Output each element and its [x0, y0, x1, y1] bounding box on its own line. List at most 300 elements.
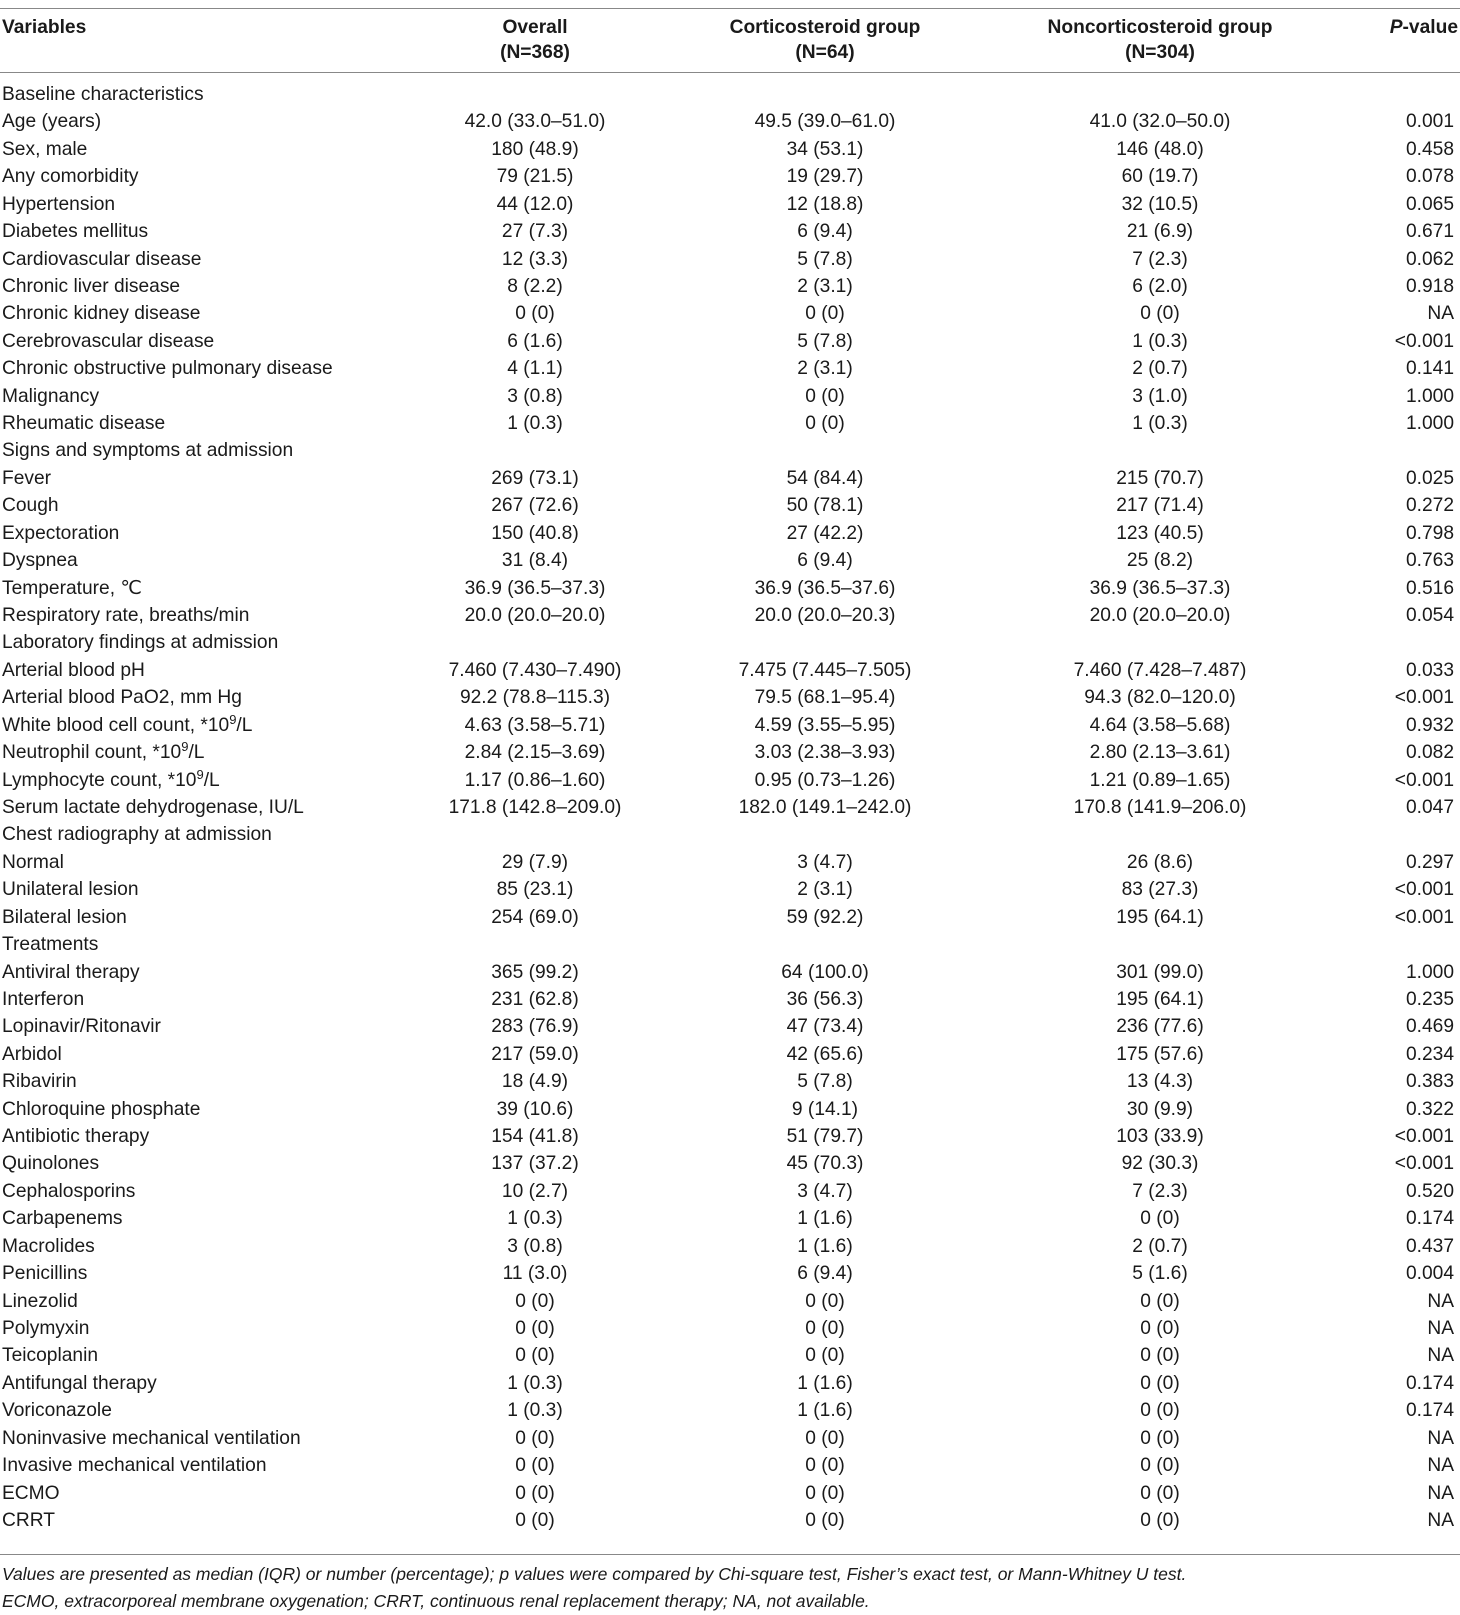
p-value-cell: 0.932 [1405, 714, 1454, 736]
p-value-cell: 0.520 [1405, 1180, 1454, 1202]
variable-label: Lymphocyte count, $*10^9/L$ [2, 766, 220, 791]
table-row [0, 1096, 1460, 1123]
corticosteroid-cell: 1 (1.6) [797, 1372, 853, 1394]
table-row [0, 712, 1460, 739]
p-value-cell: 0.174 [1405, 1400, 1454, 1422]
table-row [0, 218, 1460, 245]
corticosteroid-cell: 5 (7.8) [797, 248, 853, 270]
table-row [0, 1233, 1460, 1260]
table-row [0, 273, 1460, 300]
table-row [0, 246, 1460, 273]
variable-label: CRRT [2, 1509, 55, 1531]
p-value-cell: 1.000 [1405, 961, 1454, 983]
p-value-cell: 0.469 [1405, 1016, 1454, 1038]
overall-cell: 27 (7.3) [501, 221, 569, 243]
noncorticosteroid-cell: 26 (8.6) [1126, 851, 1194, 873]
corticosteroid-cell: 45 (70.3) [786, 1153, 864, 1175]
p-value-cell: NA [1427, 1455, 1454, 1477]
corticosteroid-cell: 19 (29.7) [786, 166, 864, 188]
p-value-cell: 0.047 [1405, 796, 1454, 818]
header-noncorticosteroid-group: Noncorticosteroid group (N=304) [995, 9, 1325, 73]
table-row [0, 410, 1460, 437]
variable-label: Normal [2, 851, 64, 873]
p-value-cell [1325, 931, 1460, 958]
table-row [0, 520, 1460, 547]
overall-cell: 3 (0.8) [507, 1235, 563, 1257]
corticosteroid-cell [655, 931, 995, 958]
table-row [0, 328, 1460, 355]
corticosteroid-cell [655, 821, 995, 848]
overall-cell: 18 (4.9) [501, 1071, 569, 1093]
overall-cell: 4.63 (3.58–5.71) [464, 714, 606, 736]
p-value-cell: 0.437 [1405, 1235, 1454, 1257]
p-value-cell: 0.025 [1405, 467, 1454, 489]
table-body [0, 73, 1460, 1535]
overall-cell: 231 (62.8) [491, 988, 579, 1010]
overall-cell: 267 (72.6) [491, 495, 579, 517]
overall-cell: 1 (0.3) [507, 1208, 563, 1230]
table-row [0, 767, 1460, 794]
noncorticosteroid-cell: 30 (9.9) [1126, 1098, 1194, 1120]
corticosteroid-cell: 5 (7.8) [797, 1071, 853, 1093]
overall-cell: 171.8 (142.8–209.0) [448, 796, 622, 818]
corticosteroid-cell: 2 (3.1) [797, 275, 853, 297]
table-footnotes [0, 1554, 1460, 1615]
noncorticosteroid-cell: 0 (0) [1140, 1455, 1180, 1477]
section-row [0, 931, 1460, 958]
noncorticosteroid-cell: 236 (77.6) [1116, 1016, 1204, 1038]
footnote-abbreviations: ECMO, extracorporeal membrane oxygenation; CRRT, continuous renal replacement therapy; NA, not available. [2, 1591, 870, 1611]
corticosteroid-cell: 2 (3.1) [797, 358, 853, 380]
table-row [0, 1205, 1460, 1232]
variable-label: Noninvasive mechanical ventilation [2, 1427, 301, 1449]
corticosteroid-cell: 42 (65.6) [786, 1043, 864, 1065]
corticosteroid-cell: 4.59 (3.55–5.95) [754, 714, 896, 736]
variable-label: Quinolones [2, 1153, 100, 1175]
corticosteroid-cell: 6 (9.4) [797, 550, 853, 572]
p-value-cell: 1.000 [1405, 413, 1454, 435]
table-row [0, 163, 1460, 190]
variable-label: Macrolides [2, 1235, 95, 1257]
corticosteroid-cell: 34 (53.1) [786, 138, 864, 160]
p-value-cell: 0.004 [1405, 1263, 1454, 1285]
overall-cell: 79 (21.5) [496, 166, 574, 188]
table-row [0, 1452, 1460, 1479]
table-row [0, 575, 1460, 602]
corticosteroid-cell: 59 (92.2) [786, 906, 864, 928]
p-value-cell: 0.174 [1405, 1208, 1454, 1230]
corticosteroid-cell: 5 (7.8) [797, 330, 853, 352]
noncorticosteroid-cell [995, 73, 1325, 109]
p-value-cell: <0.001 [1394, 1153, 1454, 1175]
table-row [0, 1480, 1460, 1507]
table-row [0, 1288, 1460, 1315]
corticosteroid-cell: 20.0 (20.0–20.3) [754, 605, 896, 627]
p-value-cell: 0.671 [1405, 221, 1454, 243]
overall-cell: 0 (0) [515, 1482, 555, 1504]
noncorticosteroid-cell: 4.64 (3.58–5.68) [1089, 714, 1231, 736]
corticosteroid-cell: 0 (0) [805, 1509, 845, 1531]
overall-cell: 365 (99.2) [491, 961, 579, 983]
noncorticosteroid-cell: 2 (0.7) [1132, 358, 1188, 380]
overall-cell: 0 (0) [515, 1290, 555, 1312]
overall-cell: 137 (37.2) [491, 1153, 579, 1175]
overall-cell: 0 (0) [515, 303, 555, 325]
variable-label: Lopinavir/Ritonavir [2, 1016, 161, 1038]
noncorticosteroid-cell: 2 (0.7) [1132, 1235, 1188, 1257]
overall-cell: 0 (0) [515, 1455, 555, 1477]
overall-cell: 31 (8.4) [501, 550, 569, 572]
p-value-cell: NA [1427, 1427, 1454, 1449]
overall-cell: 0 (0) [515, 1317, 555, 1339]
variable-label: Bilateral lesion [2, 906, 127, 928]
variable-label: ECMO [2, 1482, 60, 1504]
table-row [0, 794, 1460, 821]
overall-cell: 283 (76.9) [491, 1016, 579, 1038]
noncorticosteroid-cell: 0 (0) [1140, 1400, 1180, 1422]
section-row [0, 629, 1460, 656]
corticosteroid-cell: 7.475 (7.445–7.505) [738, 659, 912, 681]
p-value-cell: 0.174 [1405, 1372, 1454, 1394]
p-value-cell: 0.322 [1405, 1098, 1454, 1120]
noncorticosteroid-cell: 123 (40.5) [1116, 522, 1204, 544]
p-value-cell [1325, 821, 1460, 848]
p-value-cell: 1.000 [1405, 385, 1454, 407]
variable-label: Sex, male [2, 138, 88, 160]
noncorticosteroid-cell: 94.3 (82.0–120.0) [1084, 687, 1236, 709]
overall-cell: 0 (0) [515, 1427, 555, 1449]
variable-label: Interferon [2, 988, 85, 1010]
variable-label: Hypertension [2, 193, 116, 215]
p-value-cell: 0.297 [1405, 851, 1454, 873]
overall-cell: 7.460 (7.430–7.490) [448, 659, 622, 681]
section-label: Baseline characteristics [2, 84, 204, 105]
p-value-cell: <0.001 [1394, 330, 1454, 352]
header-variables: Variables [0, 9, 415, 73]
corticosteroid-cell: 9 (14.1) [791, 1098, 859, 1120]
table-row [0, 355, 1460, 382]
overall-cell: 42.0 (33.0–51.0) [464, 111, 606, 133]
corticosteroid-cell: 0 (0) [805, 1290, 845, 1312]
baseline-characteristics-table [0, 8, 1460, 1534]
noncorticosteroid-cell: 2.80 (2.13–3.61) [1089, 742, 1231, 764]
corticosteroid-cell: 47 (73.4) [786, 1016, 864, 1038]
noncorticosteroid-cell: 20.0 (20.0–20.0) [1089, 605, 1231, 627]
noncorticosteroid-cell: 5 (1.6) [1132, 1263, 1188, 1285]
p-value-cell: <0.001 [1394, 769, 1454, 791]
overall-cell: 1 (0.3) [507, 1400, 563, 1422]
section-label: Chest radiography at admission [2, 824, 272, 846]
p-value-cell: 0.054 [1405, 605, 1454, 627]
variable-label: Voriconazole [2, 1400, 112, 1422]
noncorticosteroid-cell: 60 (19.7) [1121, 166, 1199, 188]
variable-label: Arterial blood pH [2, 659, 145, 681]
overall-cell [415, 821, 655, 848]
noncorticosteroid-cell [995, 629, 1325, 656]
table-row [0, 1013, 1460, 1040]
table-row [0, 547, 1460, 574]
table-row [0, 383, 1460, 410]
table-row [0, 986, 1460, 1013]
table-row [0, 492, 1460, 519]
noncorticosteroid-cell: 83 (27.3) [1121, 879, 1199, 901]
corticosteroid-cell: 0 (0) [805, 385, 845, 407]
table-row [0, 739, 1460, 766]
header-row [0, 9, 1460, 73]
table-row [0, 1315, 1460, 1342]
corticosteroid-cell: 49.5 (39.0–61.0) [754, 111, 896, 133]
noncorticosteroid-cell: 6 (2.0) [1132, 275, 1188, 297]
overall-cell: 36.9 (36.5–37.3) [464, 577, 606, 599]
noncorticosteroid-cell: 92 (30.3) [1121, 1153, 1199, 1175]
corticosteroid-cell: 0 (0) [805, 1317, 845, 1339]
variable-label: Fever [2, 467, 52, 489]
corticosteroid-cell: 51 (79.7) [786, 1126, 864, 1148]
overall-cell: 10 (2.7) [501, 1180, 569, 1202]
variable-label: Neutrophil count, $*10^9/L$ [2, 739, 205, 764]
overall-cell: 39 (10.6) [496, 1098, 574, 1120]
p-value-cell: 0.458 [1405, 138, 1454, 160]
table-row [0, 602, 1460, 629]
overall-cell: 150 (40.8) [491, 522, 579, 544]
noncorticosteroid-cell: 7.460 (7.428–7.487) [1073, 659, 1247, 681]
corticosteroid-cell: 50 (78.1) [786, 495, 864, 517]
noncorticosteroid-cell [995, 821, 1325, 848]
table-row [0, 1150, 1460, 1177]
variable-label: Chronic obstructive pulmonary disease [2, 358, 333, 380]
overall-cell: 254 (69.0) [491, 906, 579, 928]
noncorticosteroid-cell: 0 (0) [1140, 1372, 1180, 1394]
table-row [0, 684, 1460, 711]
corticosteroid-cell: 36.9 (36.5–37.6) [754, 577, 896, 599]
variable-label: Teicoplanin [2, 1345, 99, 1367]
corticosteroid-cell: 1 (1.6) [797, 1208, 853, 1230]
table-row [0, 1507, 1460, 1534]
noncorticosteroid-cell: 0 (0) [1140, 1482, 1180, 1504]
noncorticosteroid-cell [995, 437, 1325, 464]
noncorticosteroid-cell: 0 (0) [1140, 1509, 1180, 1531]
variable-label: Chronic kidney disease [2, 303, 201, 325]
table-row [0, 136, 1460, 163]
noncorticosteroid-cell: 195 (64.1) [1116, 906, 1204, 928]
variable-label: White blood cell count, $*10^9/L$ [2, 711, 253, 736]
table-row [0, 1370, 1460, 1397]
overall-cell [415, 437, 655, 464]
p-value-cell: NA [1427, 1317, 1454, 1339]
noncorticosteroid-cell [995, 931, 1325, 958]
noncorticosteroid-cell: 103 (33.9) [1116, 1126, 1204, 1148]
p-value-cell: 0.062 [1405, 248, 1454, 270]
overall-cell: 180 (48.9) [491, 138, 579, 160]
p-value-cell [1325, 73, 1460, 109]
variable-label: Cardiovascular disease [2, 248, 202, 270]
corticosteroid-cell: 6 (9.4) [797, 221, 853, 243]
overall-cell: 12 (3.3) [501, 248, 569, 270]
corticosteroid-cell: 1 (1.6) [797, 1400, 853, 1422]
corticosteroid-cell [655, 437, 995, 464]
variable-label: Chronic liver disease [2, 275, 181, 297]
corticosteroid-cell: 0 (0) [805, 1482, 845, 1504]
variable-label: Antiviral therapy [2, 961, 140, 983]
p-value-cell: 0.798 [1405, 522, 1454, 544]
noncorticosteroid-cell: 3 (1.0) [1132, 385, 1188, 407]
p-value-cell: 0.918 [1405, 275, 1454, 297]
corticosteroid-cell: 3 (4.7) [797, 851, 853, 873]
overall-cell [415, 73, 655, 109]
noncorticosteroid-cell: 217 (71.4) [1116, 495, 1204, 517]
p-value-cell: <0.001 [1394, 1126, 1454, 1148]
variable-label: Age (years) [2, 111, 102, 133]
corticosteroid-cell: 54 (84.4) [786, 467, 864, 489]
table-row [0, 1397, 1460, 1424]
table-row [0, 1342, 1460, 1369]
p-value-cell: 0.383 [1405, 1071, 1454, 1093]
corticosteroid-cell: 3.03 (2.38–3.93) [754, 742, 896, 764]
table-row [0, 657, 1460, 684]
section-label: Treatments [2, 934, 99, 956]
header-corticosteroid-group: Corticosteroid group (N=64) [655, 9, 995, 73]
table-header [0, 9, 1460, 73]
p-value-cell: 0.763 [1405, 550, 1454, 572]
variable-label: Cephalosporins [2, 1180, 136, 1202]
table-row [0, 465, 1460, 492]
corticosteroid-cell [655, 73, 995, 109]
p-value-cell: <0.001 [1394, 879, 1454, 901]
corticosteroid-cell: 3 (4.7) [797, 1180, 853, 1202]
variable-label: Unilateral lesion [2, 879, 139, 901]
table-row [0, 1041, 1460, 1068]
variable-label: Penicillins [2, 1263, 88, 1285]
variable-label: Rheumatic disease [2, 413, 166, 435]
table-row [0, 1260, 1460, 1287]
variable-label: Antibiotic therapy [2, 1126, 150, 1148]
p-value-cell: 0.141 [1405, 358, 1454, 380]
p-value-cell [1325, 629, 1460, 656]
variable-label: Malignancy [2, 385, 100, 407]
section-label: Signs and symptoms at admission [2, 440, 294, 462]
noncorticosteroid-cell: 25 (8.2) [1126, 550, 1194, 572]
overall-cell: 154 (41.8) [491, 1126, 579, 1148]
variable-label: Arbidol [2, 1043, 62, 1065]
noncorticosteroid-cell: 0 (0) [1140, 1317, 1180, 1339]
table-row [0, 1068, 1460, 1095]
p-value-cell: NA [1427, 1509, 1454, 1531]
overall-cell: 20.0 (20.0–20.0) [464, 605, 606, 627]
corticosteroid-cell: 0 (0) [805, 1427, 845, 1449]
corticosteroid-cell: 0 (0) [805, 1455, 845, 1477]
overall-cell: 4 (1.1) [507, 358, 563, 380]
overall-cell: 11 (3.0) [502, 1263, 568, 1285]
overall-cell: 1.17 (0.86–1.60) [464, 769, 606, 791]
p-value-cell: NA [1427, 1345, 1454, 1367]
overall-cell: 269 (73.1) [491, 467, 579, 489]
noncorticosteroid-cell: 41.0 (32.0–50.0) [1089, 111, 1231, 133]
variable-label: Temperature, ℃ [2, 577, 142, 599]
section-row [0, 73, 1460, 109]
table-row [0, 1178, 1460, 1205]
variable-label: Cough [2, 495, 59, 517]
variable-label: Ribavirin [2, 1071, 77, 1093]
overall-cell: 0 (0) [515, 1345, 555, 1367]
section-row [0, 437, 1460, 464]
noncorticosteroid-cell: 13 (4.3) [1126, 1071, 1194, 1093]
footnote-methods: Values are presented as median (IQR) or number (percentage); p values were compared by Chi-square test, Fisher’s exact test, or Mann-Whitney U test. [2, 1564, 1187, 1584]
table-row [0, 300, 1460, 327]
overall-cell: 217 (59.0) [491, 1043, 579, 1065]
table-row [0, 876, 1460, 903]
overall-cell: 92.2 (78.8–115.3) [459, 687, 611, 709]
noncorticosteroid-cell: 0 (0) [1140, 1427, 1180, 1449]
noncorticosteroid-cell: 7 (2.3) [1132, 248, 1188, 270]
overall-cell: 85 (23.1) [496, 879, 574, 901]
noncorticosteroid-cell: 36.9 (36.5–37.3) [1089, 577, 1231, 599]
overall-cell: 8 (2.2) [507, 275, 563, 297]
noncorticosteroid-cell: 32 (10.5) [1121, 193, 1199, 215]
noncorticosteroid-cell: 1 (0.3) [1132, 413, 1188, 435]
noncorticosteroid-cell: 0 (0) [1140, 1290, 1180, 1312]
p-value-cell: 0.082 [1405, 742, 1454, 764]
p-value-cell: NA [1427, 303, 1454, 325]
noncorticosteroid-cell: 146 (48.0) [1116, 138, 1204, 160]
noncorticosteroid-cell: 301 (99.0) [1116, 961, 1204, 983]
noncorticosteroid-cell: 0 (0) [1140, 1208, 1180, 1230]
noncorticosteroid-cell: 170.8 (141.9–206.0) [1073, 796, 1247, 818]
header-overall: Overall (N=368) [415, 9, 655, 73]
p-value-cell: 0.272 [1405, 495, 1454, 517]
overall-cell: 6 (1.6) [507, 330, 563, 352]
overall-cell: 29 (7.9) [501, 851, 569, 873]
corticosteroid-cell: 64 (100.0) [781, 961, 869, 983]
variable-label: Dyspnea [2, 550, 78, 572]
corticosteroid-cell: 36 (56.3) [786, 988, 864, 1010]
corticosteroid-cell [655, 629, 995, 656]
variable-label: Antifungal therapy [2, 1372, 157, 1394]
corticosteroid-cell: 12 (18.8) [786, 193, 864, 215]
corticosteroid-cell: 0 (0) [805, 413, 845, 435]
corticosteroid-cell: 1 (1.6) [797, 1235, 853, 1257]
p-value-cell: NA [1427, 1482, 1454, 1504]
section-row [0, 821, 1460, 848]
p-value-cell: <0.001 [1394, 687, 1454, 709]
p-value-cell: 0.234 [1405, 1043, 1454, 1065]
corticosteroid-cell: 0 (0) [805, 303, 845, 325]
p-value-cell: 0.078 [1405, 166, 1454, 188]
p-value-cell: 0.065 [1405, 193, 1454, 215]
noncorticosteroid-cell: 7 (2.3) [1132, 1180, 1188, 1202]
overall-cell: 1 (0.3) [507, 413, 563, 435]
variable-label: Expectoration [2, 522, 120, 544]
corticosteroid-cell: 0.95 (0.73–1.26) [754, 769, 896, 791]
variable-label: Cerebrovascular disease [2, 330, 215, 352]
variable-label: Any comorbidity [2, 166, 139, 188]
table-row [0, 191, 1460, 218]
variable-label: Serum lactate dehydrogenase, IU/L [2, 796, 304, 818]
overall-cell: 3 (0.8) [507, 385, 563, 407]
header-p-value: P-value [1325, 9, 1460, 73]
table-row [0, 1123, 1460, 1150]
noncorticosteroid-cell: 1 (0.3) [1132, 330, 1188, 352]
p-value-cell: <0.001 [1394, 906, 1454, 928]
corticosteroid-cell: 6 (9.4) [797, 1263, 853, 1285]
corticosteroid-cell: 27 (42.2) [786, 522, 864, 544]
p-value-cell: 0.516 [1405, 577, 1454, 599]
variable-label: Carbapenems [2, 1208, 123, 1230]
corticosteroid-cell: 182.0 (149.1–242.0) [738, 796, 912, 818]
table-row [0, 904, 1460, 931]
p-value-cell: 0.033 [1405, 659, 1454, 681]
corticosteroid-cell: 0 (0) [805, 1345, 845, 1367]
p-value-cell [1325, 437, 1460, 464]
